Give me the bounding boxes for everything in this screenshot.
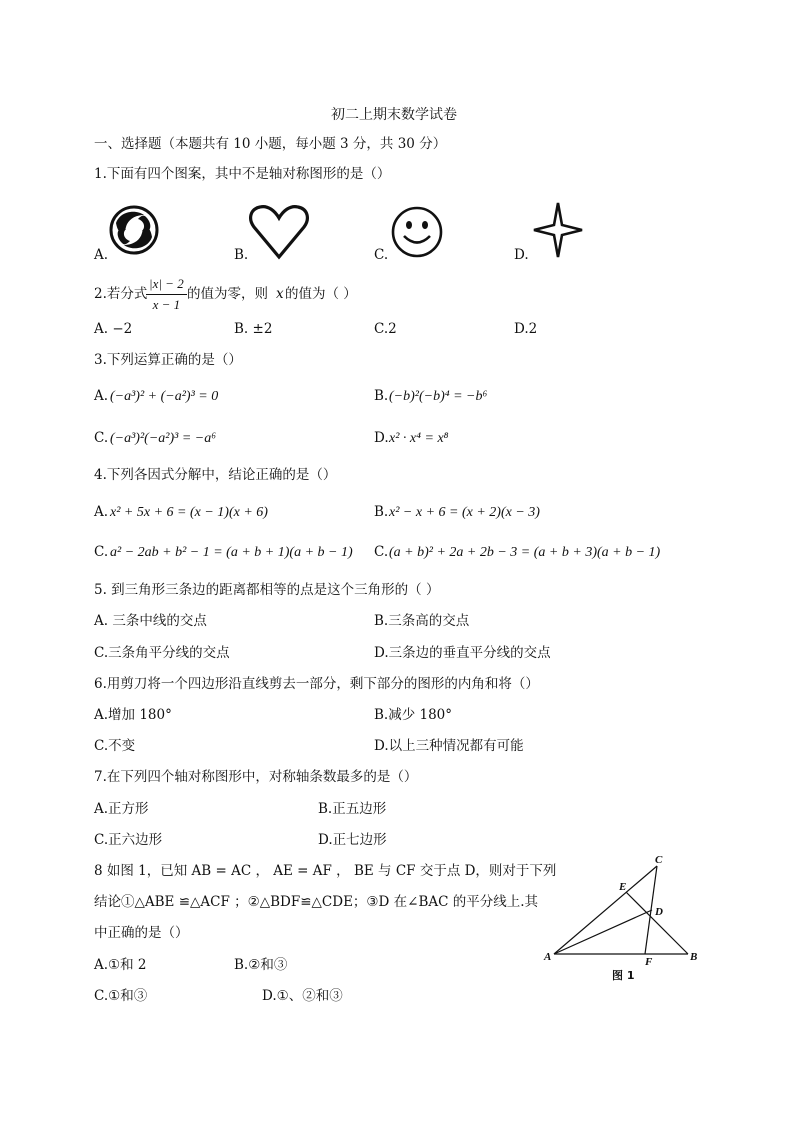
q4-option-b-expr: x² − x + 6 = (x + 2)(x − 3) bbox=[389, 505, 540, 520]
q5-option-d: D.三条边的垂直平分线的交点 bbox=[374, 645, 551, 661]
q8-option-c: C.①和③ bbox=[94, 988, 148, 1004]
label-b: B bbox=[690, 951, 698, 963]
label-f: F bbox=[645, 956, 653, 968]
q4-option-a-expr: x² + 5x + 6 = (x − 1)(x + 6) bbox=[110, 505, 268, 520]
q2-fraction-denominator: x − 1 bbox=[152, 297, 181, 312]
q2-option-b: B. ±2 bbox=[234, 321, 273, 337]
q6-stem: 6.用剪刀将一个四边形沿直线剪去一部分，剩下部分的图形的内角和将（） bbox=[94, 676, 539, 692]
q5-stem: 5. 到三角形三条边的距离都相等的点是这个三角形的（ ） bbox=[94, 582, 440, 598]
q4-option-b-label: B. bbox=[374, 504, 389, 520]
q5-option-a: A. 三条中线的交点 bbox=[94, 613, 207, 629]
q8-stem-line1: 8 如图 1，已知 AB = AC ， AE = AF ， BE 与 CF 交于点 D，则对于下列 bbox=[94, 863, 557, 879]
q7-option-a: A.正方形 bbox=[94, 801, 149, 817]
q6-option-b: B.减少 180° bbox=[374, 707, 453, 723]
q8-option-d: D.①、②和③ bbox=[262, 988, 343, 1004]
page-title: 初二上期末数学试卷 bbox=[331, 107, 457, 123]
q8-stem-line2: 结论①△ABE ≌△ACF ；②△BDF≌△CDE；③D 在∠BAC 的平分线上.其 bbox=[94, 894, 539, 910]
q4-option-a-label: A. bbox=[94, 504, 109, 520]
label-e: E bbox=[619, 881, 627, 893]
q8-stem-line3: 中正确的是（） bbox=[94, 925, 189, 941]
q2-option-c: C.2 bbox=[374, 321, 397, 337]
q1-option-c-label: C. bbox=[374, 247, 389, 263]
q7-option-b: B.正五边形 bbox=[318, 801, 387, 817]
q6-option-c: C.不变 bbox=[94, 738, 136, 754]
q3-option-a-label: A. bbox=[94, 388, 109, 404]
figure-1-caption: 图 1 bbox=[612, 969, 635, 982]
label-d: D bbox=[655, 906, 663, 918]
q4-option-c-label: C. bbox=[94, 544, 109, 560]
section-heading: 一、选择题（本题共有 10 小题，每小题 3 分，共 30 分） bbox=[94, 136, 447, 152]
q3-stem: 3.下列运算正确的是（） bbox=[94, 352, 242, 368]
q6-option-a: A.增加 180° bbox=[94, 707, 172, 723]
q3-option-b-expr: (−b)²(−b)⁴ = −b⁶ bbox=[389, 389, 488, 404]
q1-figure-b-heart-icon bbox=[248, 203, 310, 261]
q3-option-d-expr: x² · x⁴ = x⁸ bbox=[389, 431, 449, 446]
q3-option-c-expr: (−a³)²(−a²)³ = −a⁶ bbox=[110, 431, 217, 446]
q8-option-a: A.①和 2 bbox=[94, 957, 147, 973]
q2-option-a: A. −2 bbox=[94, 321, 133, 337]
segment-ac bbox=[554, 866, 657, 954]
q3-option-d-label: D. bbox=[374, 430, 389, 446]
q1-figure-a-icon bbox=[106, 205, 162, 257]
label-a: A bbox=[544, 951, 552, 963]
q5-option-c: C.三条角平分线的交点 bbox=[94, 645, 230, 661]
q6-option-d: D.以上三种情况都有可能 bbox=[374, 738, 524, 754]
q3-option-b-label: B. bbox=[374, 388, 389, 404]
q7-stem: 7.在下列四个轴对称图形中，对称轴条数最多的是（） bbox=[94, 769, 418, 785]
q2-stem-middle: 的值为零，则 bbox=[187, 286, 268, 302]
q2-stem-end: 的值为（ ） bbox=[285, 286, 357, 302]
q1-option-a-label: A. bbox=[94, 247, 109, 263]
q5-option-b: B.三条高的交点 bbox=[374, 613, 470, 629]
q1-figure-c-smiley-icon bbox=[390, 205, 444, 259]
q3-option-c-label: C. bbox=[94, 430, 109, 446]
q2-stem-prefix: 2.若分式 bbox=[94, 286, 148, 302]
q4-stem: 4.下列各因式分解中，结论正确的是（） bbox=[94, 467, 337, 483]
q2-fraction-numerator: |x| − 2 bbox=[146, 276, 187, 295]
q7-option-d: D.正七边形 bbox=[318, 832, 387, 848]
q2-option-d: D.2 bbox=[514, 321, 538, 337]
label-c: C bbox=[655, 854, 663, 866]
q1-option-d-label: D. bbox=[514, 247, 529, 263]
figure-1-triangle bbox=[540, 852, 710, 987]
q3-option-a-expr: (−a³)² + (−a²)³ = 0 bbox=[110, 389, 219, 404]
q4-option-c-expr: a² − 2ab + b² − 1 = (a + b + 1)(a + b − 1) bbox=[110, 545, 353, 560]
q4-option-d-expr: (a + b)² + 2a + 2b − 3 = (a + b + 3)(a + b − 1) bbox=[389, 545, 661, 560]
segment-ad bbox=[554, 910, 652, 954]
q2-fraction bbox=[146, 276, 187, 313]
q1-figure-d-star-icon bbox=[532, 201, 584, 259]
segment-be bbox=[626, 892, 688, 954]
q1-stem: 1.下面有四个图案，其中不是轴对称图形的是（） bbox=[94, 166, 391, 182]
q8-option-b: B.②和③ bbox=[234, 957, 288, 973]
q2-variable: x bbox=[276, 286, 284, 302]
q4-option-d-label: C. bbox=[374, 544, 389, 560]
q1-option-b-label: B. bbox=[234, 247, 249, 263]
q7-option-c: C.正六边形 bbox=[94, 832, 163, 848]
